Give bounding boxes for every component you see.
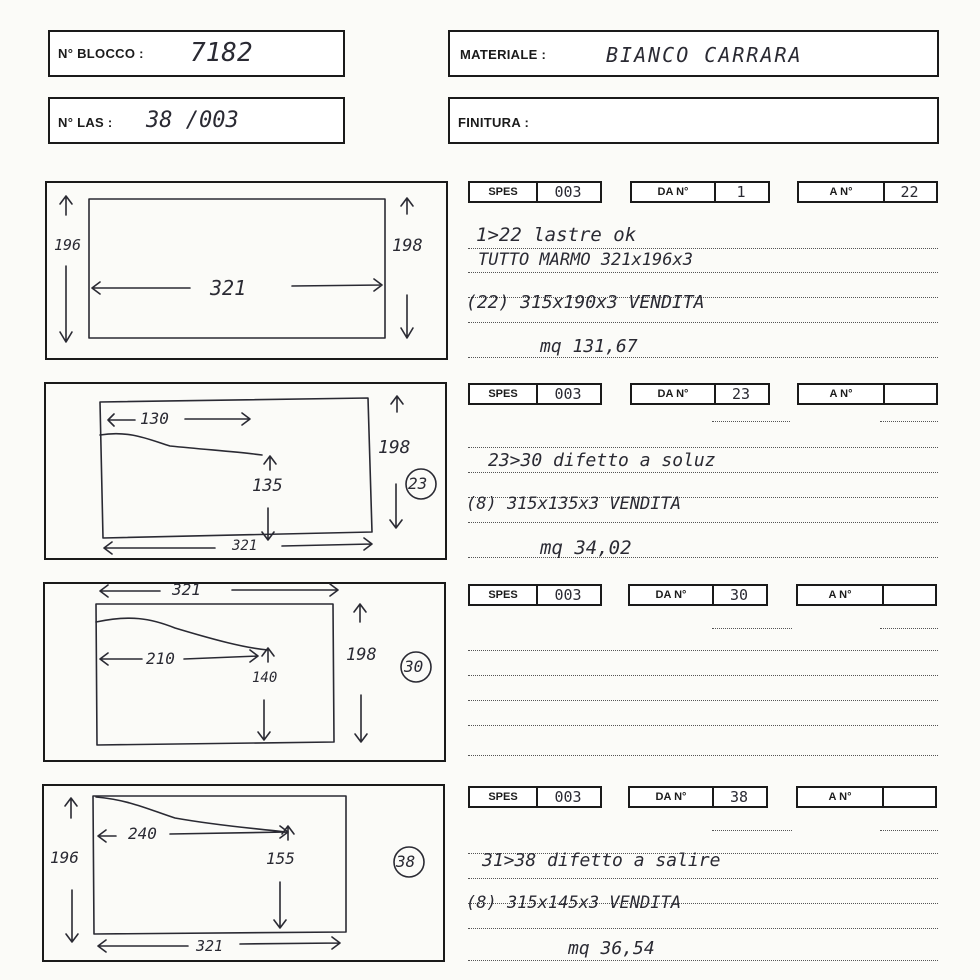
da-value: 1 (736, 183, 746, 201)
sketch3-mid-dim: 210 (146, 649, 175, 668)
sketch1-right-dim: 198 (392, 236, 423, 256)
a-value (882, 586, 935, 604)
sketch2-bottom-dim: 321 (232, 538, 258, 554)
sketch2-top-dim: 130 (140, 409, 169, 428)
las-value: 38 /003 (146, 108, 239, 133)
a-label: A N° (798, 586, 884, 604)
sketch1-left-dim: 196 (54, 236, 82, 254)
a-box (796, 584, 937, 606)
spes-label: SPES (470, 183, 538, 201)
finitura-label: FINITURA : (458, 115, 530, 130)
sketch4-left-dim: 196 (50, 848, 79, 867)
sketch4-bottom-dim: 321 (196, 937, 224, 955)
sketch2-inner-dim: 135 (252, 476, 283, 496)
da-box (628, 786, 768, 808)
a-label: A N° (799, 183, 885, 201)
sketch4-inner-dim: 155 (266, 849, 295, 868)
note-line: (8) 315x135x3 VENDITA (466, 494, 681, 514)
da-label: DA N° (630, 586, 714, 604)
da-box (628, 584, 768, 606)
da-label: DA N° (632, 183, 716, 201)
note-line: 31>38 difetto a salire (482, 850, 721, 871)
a-value (882, 788, 935, 806)
spes-label: SPES (470, 385, 538, 403)
sketch4-mid-dim: 240 (128, 824, 157, 843)
sketch2-right-dim: 198 (378, 437, 411, 458)
spes-value: 003 (554, 183, 582, 201)
note-line: mq 131,67 (540, 336, 638, 357)
da-label: DA N° (630, 788, 714, 806)
a-value (883, 385, 936, 403)
a-label: A N° (799, 385, 885, 403)
da-value: 30 (729, 586, 749, 604)
sketch3-circle-label: 30 (404, 657, 424, 676)
note-line: 1>22 lastre ok (476, 224, 637, 246)
spes-label: SPES (470, 586, 538, 604)
sketch1-bottom-dim: 321 (210, 276, 247, 300)
materiale-label: MATERIALE : (460, 47, 547, 62)
materiale-value: BIANCO CARRARA (606, 43, 803, 67)
a-value: 22 (900, 183, 919, 201)
note-line: mq 34,02 (540, 537, 632, 559)
a-box (797, 181, 938, 203)
blocco-value: 7182 (190, 38, 253, 68)
da-value: 23 (731, 385, 751, 403)
las-label: N° LAS : (58, 115, 113, 130)
note-line: (8) 315x145x3 VENDITA (466, 893, 681, 913)
spes-value: 003 (554, 788, 582, 806)
spes-label: SPES (470, 788, 538, 806)
spes-box (468, 786, 602, 808)
spes-value: 003 (554, 385, 582, 403)
sketch3-top-dim: 321 (172, 580, 201, 599)
sketch3-right-dim: 198 (346, 645, 377, 665)
note-line: TUTTO MARMO 321x196x3 (478, 250, 693, 270)
spes-box (468, 584, 602, 606)
da-value: 38 (729, 788, 749, 806)
sketch2-circle-label: 23 (408, 474, 428, 493)
spes-box (468, 181, 602, 203)
note-line: (22) 315x190x3 VENDITA (466, 292, 705, 313)
da-box (630, 383, 770, 405)
sketch4-circle-label: 38 (396, 852, 416, 871)
blocco-label: N° BLOCCO : (58, 46, 144, 61)
da-box (630, 181, 770, 203)
spes-box (468, 383, 602, 405)
a-box (797, 383, 938, 405)
a-box (796, 786, 937, 808)
da-label: DA N° (632, 385, 716, 403)
sketch3-inner-dim: 140 (252, 670, 278, 686)
spes-value: 003 (554, 586, 582, 604)
a-label: A N° (798, 788, 884, 806)
note-line: mq 36,54 (568, 938, 655, 959)
note-line: 23>30 difetto a soluz (488, 450, 716, 471)
